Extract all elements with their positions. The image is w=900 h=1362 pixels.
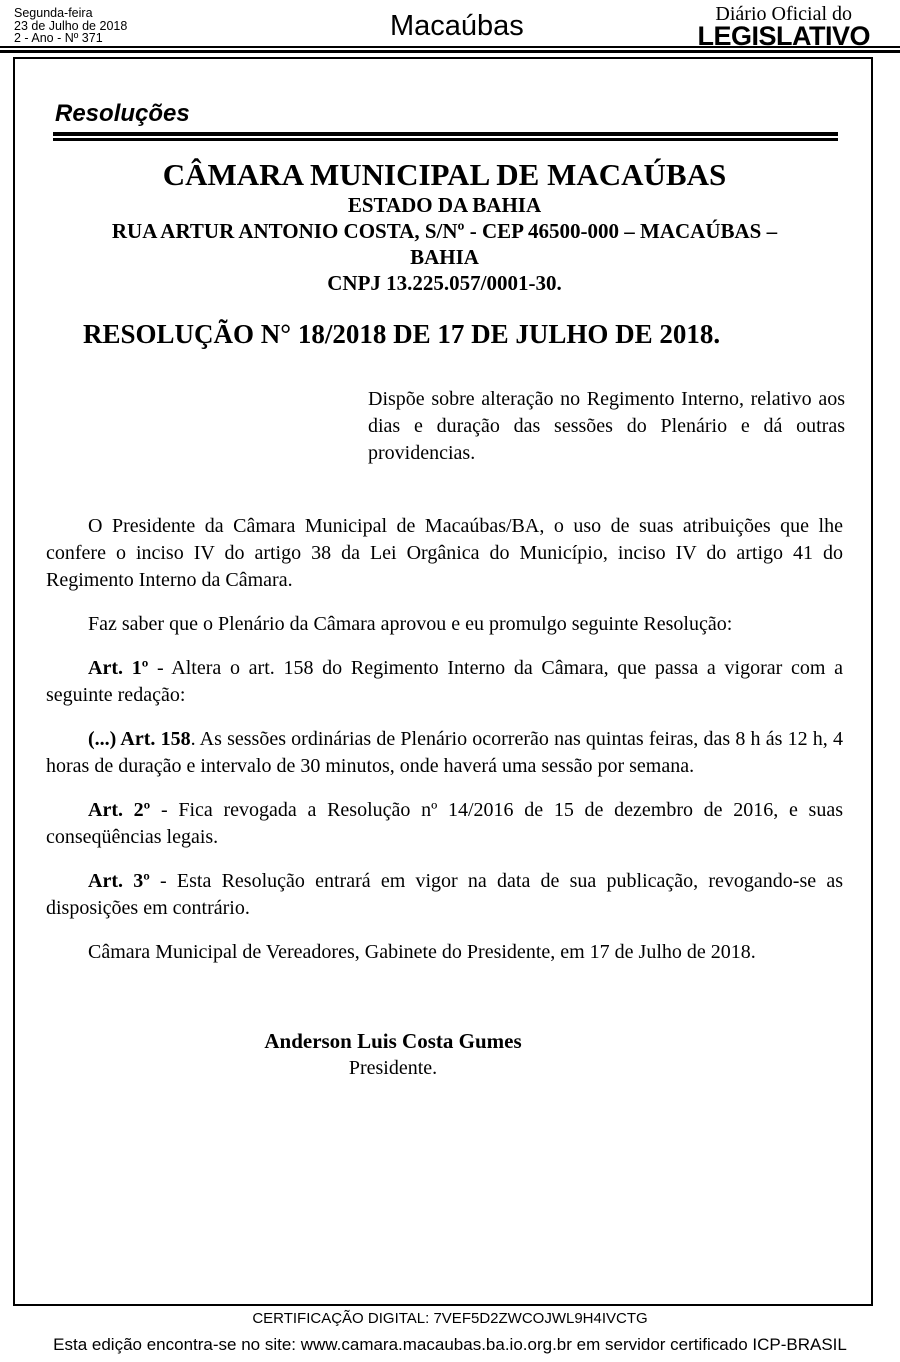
paragraph-text: Câmara Municipal de Vereadores, Gabinete do Presidente, em 17 de Julho de 2018. — [88, 941, 756, 963]
paragraph — [46, 513, 843, 594]
footer-site-note: Esta edição encontra-se no site: www.camara.macaubas.ba.io.org.br em servidor certificado ICP-BRASIL — [53, 1335, 847, 1354]
document-frame — [13, 57, 873, 1306]
paragraph — [46, 611, 843, 638]
paragraph-bold-lead: Art. 2º — [88, 799, 151, 821]
resolution-title: RESOLUÇÃO N° 18/2018 DE 17 DE JULHO DE 2018. — [83, 319, 721, 349]
masthead-gazette-logo — [697, 4, 870, 49]
masthead-weekday: Segunda-feira — [14, 6, 93, 20]
org-header — [46, 158, 843, 296]
masthead-date-block — [14, 7, 127, 45]
paragraph — [46, 797, 843, 851]
paragraph-text: . As sessões ordinárias de Plenário ocorrerão nas quintas feiras, das 8 h ás 12 h, 4 horas de duração e intervalo de 30 minutos, onde haverá uma sessão por semana. — [46, 728, 843, 777]
masthead-edition: 2 - Ano - Nº 371 — [14, 31, 103, 45]
paragraph-text: - Fica revogada a Resolução nº 14/2016 de 15 de dezembro de 2016, e suas conseqüências legais. — [46, 799, 843, 848]
gazette-subtitle: Diário Oficial do — [715, 3, 853, 25]
paragraph-bold-lead: Art. 1º — [88, 657, 149, 679]
org-address: RUA ARTUR ANTONIO COSTA, S/Nº - CEP 46500-000 – MACAÚBAS – BAHIA — [111, 219, 778, 269]
paragraph — [46, 939, 843, 966]
signature-name: Anderson Luis Costa Gumes — [264, 1029, 522, 1053]
paragraph — [46, 655, 843, 709]
signature-block — [46, 1028, 740, 1082]
gazette-title: LEGISLATIVO — [697, 21, 870, 51]
paragraph-text: - Altera o art. 158 do Regimento Interno da Câmara, que passa a vigorar com a seguinte redação: — [46, 657, 843, 706]
paragraph-text: O Presidente da Câmara Municipal de Macaúbas/BA, o uso de suas atribuições que lhe confere o inciso IV do artigo 38 da Lei Orgânica do Município, inciso IV do artigo 41 do Regimento Interno da Câmara. — [46, 515, 843, 591]
resolution-summary: Dispõe sobre alteração no Regimento Interno, relativo aos dias e duração das sessões do Plenário e dá outras providencias. — [368, 388, 845, 464]
section-divider-rule — [53, 132, 838, 141]
paragraph-bold-lead: (...) Art. 158 — [88, 728, 191, 750]
paragraph-text: Faz saber que o Plenário da Câmara aprovou e eu promulgo seguinte Resolução: — [88, 613, 733, 635]
footer-certification: CERTIFICAÇÃO DIGITAL: 7VEF5D2ZWCOJWL9H4IVCTG — [252, 1310, 648, 1327]
paragraph-text: - Esta Resolução entrará em vigor na data de sua publicação, revogando-se as disposições em contrário. — [46, 870, 843, 919]
paragraph-bold-lead: Art. 3º — [88, 870, 150, 892]
masthead-divider-rule — [0, 46, 900, 53]
masthead-date: 23 de Julho de 2018 — [14, 18, 128, 33]
signature-role: Presidente. — [348, 1057, 438, 1079]
org-state: ESTADO DA BAHIA — [347, 193, 542, 217]
paragraph — [46, 868, 843, 922]
masthead-municipality: Macaúbas — [390, 10, 524, 42]
paragraph — [46, 726, 843, 780]
section-title: Resoluções — [55, 100, 190, 127]
org-name: CÂMARA MUNICIPAL DE MACAÚBAS — [162, 157, 727, 192]
org-cnpj: CNPJ 13.225.057/0001-30. — [327, 271, 562, 295]
